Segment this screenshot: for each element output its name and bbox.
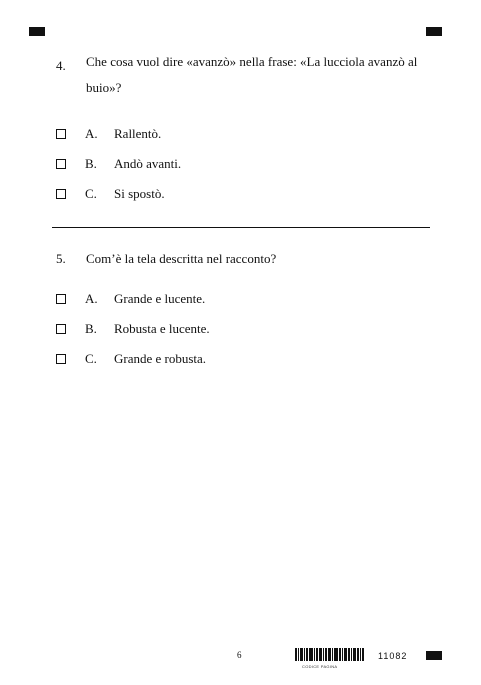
- option-text: Grande e robusta.: [114, 351, 207, 366]
- option-letter: B.: [85, 156, 97, 171]
- checkbox[interactable]: [56, 354, 66, 364]
- option-letter: A.: [85, 291, 98, 306]
- option-letter: A.: [85, 126, 98, 141]
- page-code: 11082: [378, 651, 408, 661]
- question-number: 5.: [56, 251, 66, 266]
- question-text-line-1: Com’è la tela descritta nel racconto?: [86, 251, 277, 266]
- registration-mark-bottom-right: [426, 651, 442, 660]
- checkbox[interactable]: [56, 159, 66, 169]
- option-text: Robusta e lucente.: [114, 321, 210, 336]
- registration-mark-top-right: [426, 27, 442, 36]
- page-number: 6: [237, 650, 242, 660]
- option-text: Rallentò.: [114, 126, 162, 141]
- divider: [52, 227, 430, 228]
- option-text: Andò avanti.: [114, 156, 182, 171]
- registration-mark-top-left: [29, 27, 45, 36]
- option-4c[interactable]: [56, 186, 165, 202]
- option-4a[interactable]: [56, 126, 162, 142]
- option-letter: C.: [85, 351, 97, 366]
- option-5a[interactable]: [56, 291, 206, 307]
- checkbox[interactable]: [56, 189, 66, 199]
- option-letter: B.: [85, 321, 97, 336]
- option-5b[interactable]: [56, 321, 210, 337]
- checkbox[interactable]: [56, 294, 66, 304]
- checkbox[interactable]: [56, 129, 66, 139]
- code-label: CODICE PAGINA: [302, 664, 338, 669]
- question-text-line-1: Che cosa vuol dire «avanzò» nella frase: «La lucciola avanzò al: [86, 54, 418, 69]
- option-4b[interactable]: [56, 156, 182, 172]
- option-letter: C.: [85, 186, 97, 201]
- option-text: Si spostò.: [114, 186, 165, 201]
- question-number: 4.: [56, 58, 66, 73]
- checkbox[interactable]: [56, 324, 66, 334]
- question-text: [86, 49, 436, 101]
- question-text-line-2: buio»?: [86, 80, 122, 95]
- barcode: [295, 648, 365, 661]
- option-5c[interactable]: [56, 351, 207, 367]
- option-text: Grande e lucente.: [114, 291, 206, 306]
- question-text: [86, 246, 436, 272]
